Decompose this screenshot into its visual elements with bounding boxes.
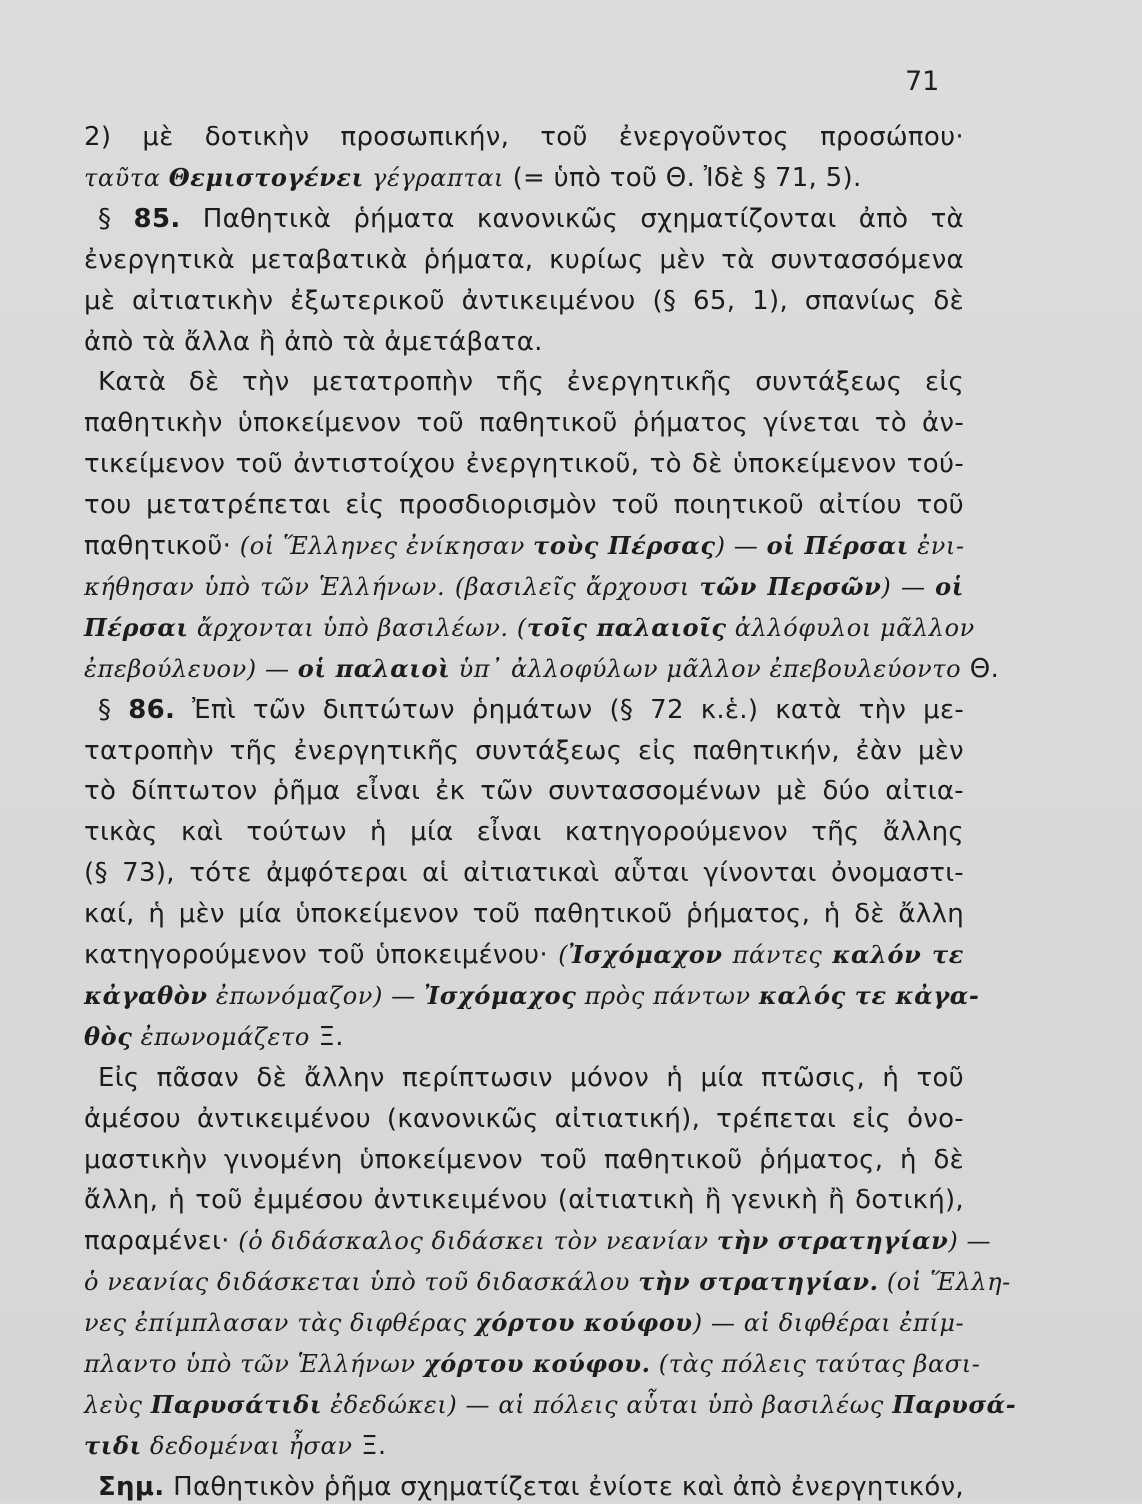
text-run: Κατὰ δὲ τὴν μετατροπὴν τῆς ἐνεργητικῆς συντάξεως εἰς <box>98 367 964 398</box>
text-run: Παρυσά- <box>892 1389 1017 1419</box>
text-run: § <box>98 203 134 234</box>
text-run: δεδομέναι ἦσαν <box>141 1431 353 1460</box>
text-run: Ξ. <box>309 1021 344 1052</box>
text-run: ἄλλη, ἡ τοῦ ἐμμέσου ἀντικειμένου (αἰτιατικὴ ἢ γενικὴ ἢ δοτική), <box>84 1185 964 1216</box>
text-line <box>84 1020 964 1054</box>
text-run: ) — <box>881 572 936 601</box>
text-line <box>84 938 964 972</box>
text-line <box>84 1224 992 1258</box>
text-run: ) — αἱ διφθέραι ἐπίμ- <box>692 1309 965 1338</box>
text-run: ἀπὸ τὰ ἄλλα ἢ ἀπὸ τὰ ἀμετάβατα. <box>84 326 543 357</box>
text-run: ἐνεργητικὰ μεταβατικὰ ῥήματα, κυρίως μὲν τὰ συντασσόμενα <box>84 244 964 275</box>
text-run: (§ 73), τότε ἀμφότεραι αἱ αἰτιατικαὶ αὗται γίνονται ὀνομαστι- <box>84 858 964 889</box>
text-run: τῶν Περσῶν <box>699 571 882 601</box>
text-run: κήθησαν ὑπὸ τῶν Ἑλλήνων. (βασιλεῖς ἄρχουσι <box>84 572 700 601</box>
text-run: ἀλλόφυλοι μᾶλλον <box>726 613 975 642</box>
text-line <box>84 856 964 890</box>
text-run: μὲ αἰτιατικὴν ἐξωτερικοῦ ἀντικειμένου (§ 65, 1), σπανίως δὲ <box>84 285 964 316</box>
text-run: § <box>98 694 129 725</box>
text-run: χόρτου κούφου <box>474 1308 693 1338</box>
text-run: χόρτου κούφου. <box>423 1349 651 1378</box>
text-line <box>84 488 964 522</box>
text-line <box>84 406 964 440</box>
text-run: πλαντο ὑπὸ τῶν Ἑλλήνων <box>84 1350 424 1378</box>
text-run: Θεμιστογένει <box>168 162 364 192</box>
text-line <box>84 652 1000 686</box>
text-run: πρὸς πάντων <box>576 981 759 1010</box>
text-run: γέγραπται <box>363 163 505 192</box>
text-run: Ἐπὶ τῶν διπτώτων ῥημάτων (§ 72 κ.ἑ.) κατὰ τὴν με- <box>175 694 964 725</box>
text-line <box>84 979 980 1013</box>
text-line <box>84 1102 964 1136</box>
text-run: ἄρχονται ὑπὸ βασιλέων. ( <box>188 613 527 642</box>
text-run: τατροπὴν τῆς ἐνεργητικῆς συντάξεως εἰς παθητικήν, ἐὰν μὲν <box>84 735 964 766</box>
text-run: τικὰς καὶ τούτων ἡ μία εἶναι κατηγορούμενον τῆς ἄλλης <box>84 817 964 848</box>
text-line <box>98 1470 964 1504</box>
text-line <box>84 1265 1011 1299</box>
text-run: ὑπ᾽ ἀλλοφύλων μᾶλλον ἐπεβουλεύοντο <box>450 654 962 683</box>
text-line <box>98 1061 964 1095</box>
text-run: παθητικὴν ὑποκείμενον τοῦ παθητικοῦ ῥήματος γίνεται τὸ ἀν- <box>84 408 964 439</box>
text-line <box>84 120 964 154</box>
text-run: τὸ δίπτωτον ῥῆμα εἶναι ἐκ τῶν συντασσομένων μὲ δύο αἰτια- <box>84 776 964 807</box>
text-run: ἐπεβούλευον) — <box>84 654 298 683</box>
text-run: 2) μὲ δοτικὴν προσωπικήν, τοῦ ἐνεργοῦντος προσώπου· <box>84 122 964 152</box>
text-run: τὴν στρατηγίαν. <box>638 1267 879 1297</box>
text-run: τικείμενον τοῦ ἀντιστοίχου ἐνεργητικοῦ, τὸ δὲ ὑποκείμενον τού- <box>84 449 964 480</box>
text-line <box>98 202 964 236</box>
text-run: (τὰς πόλεις ταύτας βασι- <box>650 1350 981 1378</box>
text-run: καί, ἡ μὲν μία ὑποκείμενον τοῦ παθητικοῦ ῥήματος, ἡ δὲ ἄλλη <box>84 899 964 930</box>
text-run: κἀγαθὸν <box>84 980 208 1010</box>
text-run: κατηγορούμενον τοῦ ὑποκειμένου· <box>84 940 559 970</box>
text-run: 85. <box>133 203 181 234</box>
text-run: ταῦτα <box>84 163 169 192</box>
page-number: 71 <box>905 66 940 97</box>
text-run: ) — <box>948 1227 992 1256</box>
text-run: τὴν στρατηγίαν <box>716 1226 949 1256</box>
text-line <box>84 1388 1017 1422</box>
text-run: ) — <box>715 532 767 560</box>
text-line <box>98 365 964 399</box>
text-line <box>84 243 964 277</box>
text-run: ἐδεδώκει) — αἱ πόλεις αὗται ὑπὸ βασιλέως <box>322 1390 893 1419</box>
text-run: Παθητικὸν ῥῆμα σχηματίζεται ἐνίοτε καὶ ἀπὸ ἐνεργητικόν, <box>164 1471 964 1502</box>
text-run: Εἰς πᾶσαν δὲ ἄλλην περίπτωσιν μόνον ἡ μία πτῶσις, ἡ τοῦ <box>98 1062 964 1093</box>
text-line <box>84 284 964 318</box>
text-run: (οἱ Ἕλλη- <box>878 1268 1011 1297</box>
text-run: πάντες <box>722 941 833 969</box>
text-run: καλός τε κἀγα- <box>758 980 980 1010</box>
text-run: καλόν τε <box>832 940 964 969</box>
text-run: ἐπωνόμαζον) — <box>207 981 425 1010</box>
text-run: Σημ. <box>98 1471 165 1502</box>
text-line <box>84 1347 981 1381</box>
text-run: (οἱ Ἕλληνες ἐνίκησαν <box>239 532 534 560</box>
text-run: Πέρσαι <box>84 612 189 642</box>
text-line <box>84 529 964 563</box>
text-run: τοὺς Πέρσας <box>533 531 716 560</box>
text-run: οἱ <box>935 571 964 601</box>
text-line <box>84 447 964 481</box>
text-run: ἐνι- <box>908 532 965 560</box>
text-run: Ἰσχόμαχον <box>568 940 723 969</box>
text-line <box>84 734 964 768</box>
text-line <box>84 774 964 808</box>
text-run: του μετατρέπεται εἰς προσδιορισμὸν τοῦ ποιητικοῦ αἰτίου τοῦ <box>84 490 964 521</box>
text-run: τιδι <box>84 1430 142 1460</box>
text-run: οἱ παλαιοὶ <box>297 653 451 683</box>
text-run: ( <box>558 941 569 969</box>
text-run: τοῖς παλαιοῖς <box>526 612 727 642</box>
text-line <box>84 611 975 645</box>
text-run: Θ. <box>961 653 1000 684</box>
text-line <box>84 570 964 604</box>
text-line <box>84 1183 964 1217</box>
text-run: ἐπωνομάζετο <box>132 1022 310 1051</box>
text-run: νες ἐπίμπλασαν τὰς διφθέρας <box>84 1309 475 1338</box>
text-run: ἀμέσου ἀντικειμένου (κανονικῶς αἰτιατική), τρέπεται εἰς ὀνο- <box>84 1103 964 1134</box>
text-run: μαστικὴν γινομένη ὑποκείμενον τοῦ παθητικοῦ ῥήματος, ἡ δὲ <box>84 1144 964 1175</box>
text-line <box>84 897 964 931</box>
text-run: ὁ νεανίας διδάσκεται ὑπὸ τοῦ διδασκάλου <box>84 1268 639 1297</box>
text-run: Παθητικὰ ῥήματα κανονικῶς σχηματίζονται ἀπὸ τὰ <box>180 203 964 234</box>
text-run: (= ὑπὸ τοῦ Θ. Ἰδὲ § 71, 5). <box>504 162 862 193</box>
text-run: παραμένει· <box>84 1226 239 1257</box>
text-line <box>84 815 964 849</box>
text-line <box>84 1429 964 1463</box>
text-run: Ξ. <box>352 1430 387 1461</box>
text-run: θὸς <box>84 1021 133 1051</box>
text-run: (ὁ διδάσκαλος διδάσκει τὸν νεανίαν <box>238 1227 717 1256</box>
text-run: λεὺς <box>84 1390 151 1419</box>
text-line <box>98 693 964 727</box>
text-line <box>84 1143 964 1177</box>
text-line <box>84 325 964 359</box>
text-run: 86. <box>128 694 176 725</box>
text-line <box>84 161 964 195</box>
text-run: Ἰσχόμαχος <box>424 980 577 1010</box>
text-line <box>84 1306 964 1340</box>
text-run: Παρυσάτιδι <box>150 1389 323 1419</box>
text-run: παθητικοῦ· <box>84 531 240 561</box>
text-run: οἱ Πέρσαι <box>766 531 909 560</box>
